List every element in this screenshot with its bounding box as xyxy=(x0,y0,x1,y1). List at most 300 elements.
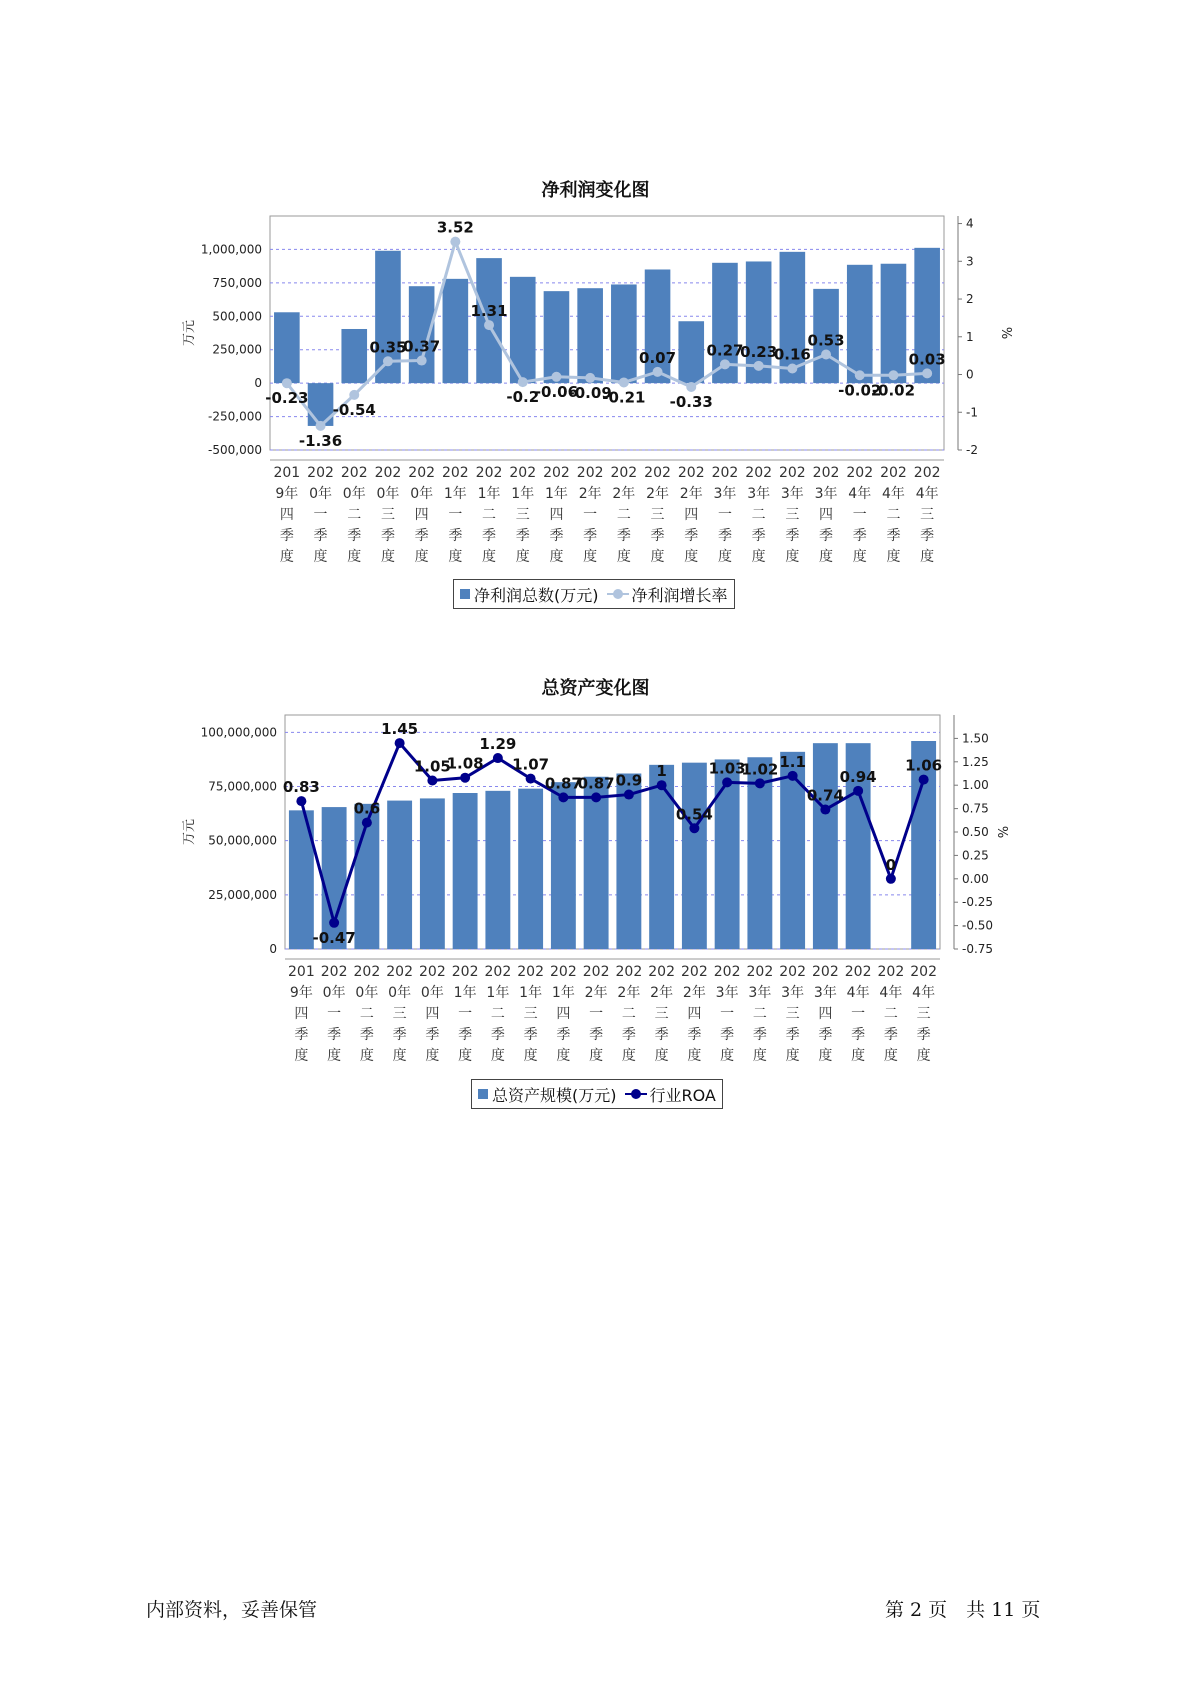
x-tick-label: 9年 xyxy=(289,985,313,1001)
y2-tick-label: 3 xyxy=(966,254,974,269)
chart-legend xyxy=(471,1079,723,1109)
x-tick-label: 1年 xyxy=(477,486,501,502)
chart-legend xyxy=(453,579,735,609)
x-tick-label: 季 xyxy=(886,528,901,544)
x-tick-label: 季 xyxy=(616,528,631,544)
line-point xyxy=(853,786,863,796)
line-point xyxy=(788,771,798,781)
y-tick-label: 75,000,000 xyxy=(208,779,277,794)
x-tick-label: 季 xyxy=(650,528,665,544)
line-point xyxy=(493,753,503,763)
x-tick-label: 度 xyxy=(380,549,395,565)
data-label: -0.23 xyxy=(265,389,309,408)
x-tick-label: 度 xyxy=(549,549,564,565)
x-tick-label: 三 xyxy=(650,507,665,523)
x-tick-label: 9年 xyxy=(275,486,299,502)
legend-bar-swatch xyxy=(460,589,470,599)
x-tick-label: 2年 xyxy=(617,985,641,1001)
y2-tick-label: 1.50 xyxy=(962,731,989,746)
y2-tick-label: 0 xyxy=(966,367,974,382)
data-label: 1.1 xyxy=(779,752,806,771)
x-tick-label: 季 xyxy=(785,1027,800,1043)
line-point xyxy=(450,237,460,247)
x-tick-label: 一 xyxy=(717,507,732,523)
x-tick-label: 四 xyxy=(818,1006,833,1022)
x-tick-label: 4年 xyxy=(846,985,870,1001)
legend-line-swatch xyxy=(607,589,629,599)
x-tick-label: 一 xyxy=(583,507,598,523)
x-tick-label: 度 xyxy=(752,1048,767,1064)
y-axis-title: 万元 xyxy=(182,818,197,846)
bar xyxy=(780,752,805,949)
data-label: 0.83 xyxy=(282,778,320,797)
plot-area xyxy=(282,715,943,949)
y2-axis-title: % xyxy=(994,825,1009,839)
y2-tick-label: -0.50 xyxy=(962,918,994,933)
x-tick-label: 二 xyxy=(886,507,901,523)
bar xyxy=(409,286,435,383)
y2-tick-label: 0.75 xyxy=(962,801,989,816)
data-label: 0.87 xyxy=(544,774,582,793)
chart-title: 总资产变化图 xyxy=(541,678,650,699)
x-tick-label: 1年 xyxy=(544,486,568,502)
x-tick-label: 季 xyxy=(819,528,834,544)
data-label: 1 xyxy=(656,762,667,781)
bar xyxy=(881,264,907,383)
x-tick-label: 度 xyxy=(490,1048,505,1064)
x-tick-label: 四 xyxy=(687,1006,702,1022)
x-tick-label: 1年 xyxy=(551,985,575,1001)
x-tick-label: 202 xyxy=(778,465,806,481)
x-tick-label: 202 xyxy=(307,465,334,481)
data-label: 0.53 xyxy=(807,331,845,350)
x-tick-label: 202 xyxy=(340,465,368,481)
x-tick-label: 度 xyxy=(650,549,665,565)
x-tick-label: 季 xyxy=(654,1027,669,1043)
legend-label-line: 净利润增长率 xyxy=(631,585,728,605)
x-tick-label: 202 xyxy=(615,964,643,980)
line-point xyxy=(821,350,831,360)
data-label: -0.47 xyxy=(312,928,356,947)
x-tick-label: 季 xyxy=(458,1027,473,1043)
x-tick-label: 度 xyxy=(720,1048,735,1064)
x-tick-label: 四 xyxy=(414,507,429,523)
x-tick-label: 度 xyxy=(785,549,800,565)
x-tick-label: 度 xyxy=(482,549,497,565)
data-label: 0.9 xyxy=(615,771,643,790)
x-tick-label: 3年 xyxy=(715,985,739,1001)
x-tick-label: 度 xyxy=(414,549,429,565)
line-point xyxy=(689,823,699,833)
x-tick-label: 四 xyxy=(819,507,834,523)
x-tick-label: 度 xyxy=(819,549,834,565)
x-tick-label: 季 xyxy=(920,528,935,544)
data-label: 0.03 xyxy=(908,350,946,369)
x-tick-label: 二 xyxy=(616,507,631,523)
line-point xyxy=(787,363,797,373)
line-point xyxy=(820,805,830,815)
x-tick-label: 季 xyxy=(448,528,463,544)
x-tick-label: 季 xyxy=(720,1027,735,1043)
x-tick-label: 季 xyxy=(684,528,699,544)
line-point xyxy=(754,361,764,371)
x-tick-label: 季 xyxy=(523,1027,538,1043)
line-point xyxy=(619,377,629,387)
x-tick-label: 3年 xyxy=(813,985,837,1001)
x-tick-label: 度 xyxy=(751,549,766,565)
x-tick-label: 202 xyxy=(517,964,544,980)
x-tick-label: 4年 xyxy=(881,486,905,502)
line-point xyxy=(484,320,494,330)
x-tick-label: 季 xyxy=(515,528,530,544)
y2-tick-label: -2 xyxy=(966,443,978,457)
x-tick-label: 202 xyxy=(648,964,675,980)
bar xyxy=(584,777,609,949)
x-tick-label: 三 xyxy=(654,1006,669,1022)
x-tick-label: 季 xyxy=(556,1027,571,1043)
x-tick-label: 季 xyxy=(785,528,800,544)
line-point xyxy=(720,359,730,369)
line-point xyxy=(296,796,306,806)
line-point xyxy=(624,790,634,800)
bar xyxy=(518,789,543,949)
x-tick-label: 季 xyxy=(490,1027,505,1043)
y2-tick-label: 2 xyxy=(966,292,974,307)
data-label: -1.36 xyxy=(298,431,343,450)
x-tick-label: 4年 xyxy=(915,486,939,502)
data-label: 1.02 xyxy=(741,760,779,779)
x-tick-label: 度 xyxy=(392,1048,407,1064)
x-tick-label: 度 xyxy=(621,1048,636,1064)
x-tick-label: 季 xyxy=(294,1027,309,1043)
x-tick-label: 季 xyxy=(279,528,294,544)
y-tick-label: 0 xyxy=(254,376,262,391)
y-tick-label: 500,000 xyxy=(212,309,262,324)
data-label: -0.06 xyxy=(534,382,579,401)
line-point xyxy=(558,792,568,802)
x-tick-label: 3年 xyxy=(713,486,737,502)
bar xyxy=(813,743,838,949)
data-label: 0.87 xyxy=(577,774,615,793)
line-point xyxy=(349,390,359,400)
chart-title: 净利润变化图 xyxy=(541,180,650,201)
x-tick-label: 3年 xyxy=(748,985,772,1001)
x-tick-label: 一 xyxy=(448,507,463,523)
x-tick-label: 202 xyxy=(484,964,512,980)
x-tick-label: 201 xyxy=(288,964,315,980)
footer-confidential: 内部资料，妥善保管 xyxy=(146,1599,318,1621)
x-tick-label: 季 xyxy=(752,1027,767,1043)
x-tick-label: 度 xyxy=(920,549,935,565)
x-tick-label: 202 xyxy=(779,964,806,980)
x-tick-label: 2年 xyxy=(679,486,703,502)
x-tick-label: 201 xyxy=(273,465,301,481)
x-tick-label: 季 xyxy=(392,1027,407,1043)
x-tick-label: 二 xyxy=(482,507,497,523)
x-tick-label: 1年 xyxy=(511,486,535,502)
x-tick-label: 0年 xyxy=(355,985,379,1001)
x-tick-label: 202 xyxy=(745,465,773,481)
line-point xyxy=(551,372,561,382)
data-label: 1.06 xyxy=(905,756,943,775)
x-tick-label: 2年 xyxy=(584,985,608,1001)
y2-axis-title: % xyxy=(998,326,1013,340)
net-profit-chart-svg xyxy=(0,200,1191,620)
y-axis-title: 万元 xyxy=(182,319,197,347)
x-tick-label: 202 xyxy=(644,465,671,481)
x-tick-label: 202 xyxy=(543,465,570,481)
x-tick-label: 二 xyxy=(347,507,362,523)
data-label: 1.31 xyxy=(470,302,508,321)
x-tick-label: 202 xyxy=(582,964,610,980)
x-tick-label: 度 xyxy=(687,1048,702,1064)
x-tick-label: 1年 xyxy=(486,985,510,1001)
x-tick-label: 3年 xyxy=(814,486,838,502)
x-tick-label: 2年 xyxy=(646,486,670,502)
x-tick-label: 2年 xyxy=(578,486,602,502)
data-label: 0.37 xyxy=(403,337,441,356)
line-point xyxy=(282,378,292,388)
x-tick-label: 0年 xyxy=(376,486,400,502)
y2-tick-label: 0.50 xyxy=(962,825,989,839)
x-tick-label: 202 xyxy=(353,964,381,980)
legend-label-bar: 总资产规模(万元) xyxy=(492,1085,617,1105)
x-tick-label: 季 xyxy=(313,528,328,544)
x-tick-label: 四 xyxy=(294,1006,309,1022)
x-tick-label: 三 xyxy=(380,507,395,523)
line-point xyxy=(855,370,865,380)
line-point xyxy=(686,382,696,392)
x-tick-label: 202 xyxy=(711,465,739,481)
x-tick-label: 度 xyxy=(425,1048,440,1064)
y2-tick-label: 0.25 xyxy=(962,848,989,863)
data-label: 1.05 xyxy=(413,757,451,776)
bar xyxy=(551,782,576,949)
line-point xyxy=(460,773,470,783)
x-tick-label: 三 xyxy=(392,1006,407,1022)
line-point xyxy=(919,775,929,785)
y-tick-label: -250,000 xyxy=(208,409,262,424)
x-tick-label: 2年 xyxy=(612,486,636,502)
x-tick-label: 202 xyxy=(877,964,905,980)
x-tick-label: 202 xyxy=(441,465,469,481)
y-tick-label: 0 xyxy=(269,942,277,956)
x-tick-label: 季 xyxy=(347,528,362,544)
legend-label-bar: 净利润总数(万元) xyxy=(474,585,599,605)
x-tick-label: 季 xyxy=(851,1027,866,1043)
line-point xyxy=(427,776,437,786)
y2-tick-label: -1 xyxy=(966,405,978,420)
legend-label-line: 行业ROA xyxy=(649,1085,716,1105)
line-point xyxy=(329,918,339,928)
x-tick-label: 1年 xyxy=(443,486,467,502)
x-tick-label: 四 xyxy=(279,507,294,523)
x-tick-label: 度 xyxy=(717,549,732,565)
x-tick-label: 度 xyxy=(684,549,699,565)
x-tick-label: 季 xyxy=(883,1027,898,1043)
x-tick-label: 季 xyxy=(482,528,497,544)
data-label: -0.02 xyxy=(838,381,882,400)
bar xyxy=(420,798,445,949)
x-tick-label: 度 xyxy=(279,549,294,565)
x-tick-label: 度 xyxy=(458,1048,473,1064)
x-tick-label: 四 xyxy=(549,507,564,523)
x-tick-label: 1年 xyxy=(453,985,477,1001)
data-label: 1.29 xyxy=(479,735,517,754)
x-tick-label: 一 xyxy=(720,1006,735,1022)
x-tick-label: 季 xyxy=(852,528,867,544)
data-label: 0.35 xyxy=(369,338,407,357)
y-tick-label: 25,000,000 xyxy=(208,887,277,902)
x-tick-label: 202 xyxy=(880,465,907,481)
x-tick-label: 二 xyxy=(751,507,766,523)
bar xyxy=(577,288,603,383)
x-tick-label: 季 xyxy=(916,1027,931,1043)
x-tick-label: 4年 xyxy=(879,985,903,1001)
x-tick-label: 度 xyxy=(785,1048,800,1064)
line-point xyxy=(383,356,393,366)
x-tick-label: 度 xyxy=(883,1048,898,1064)
x-tick-label: 度 xyxy=(359,1048,374,1064)
x-tick-label: 季 xyxy=(425,1027,440,1043)
total-assets-chart-svg xyxy=(0,700,1191,1120)
x-tick-label: 季 xyxy=(589,1027,604,1043)
y2-tick-label: 1.25 xyxy=(962,754,989,769)
data-label: -0.54 xyxy=(332,400,376,419)
bar xyxy=(649,765,674,949)
data-label: 0.23 xyxy=(740,342,778,361)
x-tick-label: 202 xyxy=(713,964,741,980)
y-tick-label: 250,000 xyxy=(212,342,262,357)
x-tick-label: 4年 xyxy=(912,985,936,1001)
x-tick-label: 三 xyxy=(785,1006,800,1022)
x-tick-label: 三 xyxy=(920,507,935,523)
data-label: -0.2 xyxy=(506,388,540,407)
x-tick-label: 一 xyxy=(589,1006,604,1022)
x-tick-label: 度 xyxy=(448,549,463,565)
line-point xyxy=(417,356,427,366)
line-point xyxy=(585,373,595,383)
x-tick-label: 三 xyxy=(785,507,800,523)
x-tick-label: 3年 xyxy=(747,486,771,502)
x-tick-label: 度 xyxy=(851,1048,866,1064)
bar xyxy=(715,759,740,949)
x-tick-label: 202 xyxy=(910,964,937,980)
x-tick-label: 度 xyxy=(313,549,328,565)
data-label: -0.33 xyxy=(669,392,713,411)
line-point xyxy=(722,777,732,787)
data-label: 0.54 xyxy=(675,805,713,824)
x-tick-label: 202 xyxy=(913,465,941,481)
y2-tick-label: -0.75 xyxy=(962,942,994,956)
x-tick-label: 202 xyxy=(374,465,402,481)
x-tick-label: 季 xyxy=(327,1027,342,1043)
x-tick-label: 二 xyxy=(490,1006,505,1022)
bar xyxy=(611,284,637,383)
x-tick-label: 三 xyxy=(916,1006,931,1022)
line-point xyxy=(395,738,405,748)
bar xyxy=(615,771,643,950)
x-tick-label: 202 xyxy=(475,465,503,481)
x-tick-label: 度 xyxy=(616,549,631,565)
x-tick-label: 度 xyxy=(654,1048,669,1064)
x-tick-label: 二 xyxy=(621,1006,636,1022)
x-tick-label: 202 xyxy=(550,964,577,980)
line-point xyxy=(591,792,601,802)
x-tick-label: 202 xyxy=(812,465,840,481)
line-point xyxy=(518,377,528,387)
x-tick-label: 度 xyxy=(347,549,362,565)
y-tick-label: 50,000,000 xyxy=(208,833,277,848)
y2-tick-label: 0.00 xyxy=(962,871,989,886)
y-tick-label: 750,000 xyxy=(212,275,262,290)
x-tick-label: 0年 xyxy=(322,985,346,1001)
x-tick-label: 202 xyxy=(681,964,708,980)
legend-bar-swatch xyxy=(478,1089,488,1099)
y-tick-label: 1,000,000 xyxy=(200,242,262,257)
data-label: -0.09 xyxy=(568,383,612,402)
line-point xyxy=(888,370,898,380)
x-tick-label: 季 xyxy=(380,528,395,544)
x-tick-label: 202 xyxy=(844,964,872,980)
x-tick-label: 3年 xyxy=(780,486,804,502)
x-tick-label: 202 xyxy=(419,964,446,980)
line-point xyxy=(653,367,663,377)
x-tick-label: 2年 xyxy=(682,985,706,1001)
x-tick-label: 202 xyxy=(408,465,436,481)
x-tick-label: 季 xyxy=(818,1027,833,1043)
x-tick-label: 三 xyxy=(515,507,530,523)
y2-tick-label: 1.00 xyxy=(962,778,989,793)
x-tick-label: 季 xyxy=(717,528,732,544)
x-tick-label: 度 xyxy=(916,1048,931,1064)
data-label: 0.94 xyxy=(839,767,877,786)
x-tick-label: 度 xyxy=(886,549,901,565)
data-label: 0.07 xyxy=(639,348,677,367)
x-tick-label: 202 xyxy=(320,964,348,980)
x-tick-label: 0年 xyxy=(410,486,434,502)
x-tick-label: 季 xyxy=(359,1027,374,1043)
bar xyxy=(443,279,469,383)
data-label: 1.03 xyxy=(708,759,746,778)
data-label: -0.21 xyxy=(602,388,646,407)
x-tick-label: 季 xyxy=(621,1027,636,1043)
x-tick-label: 四 xyxy=(425,1006,440,1022)
y2-tick-label: -0.25 xyxy=(962,895,994,910)
x-tick-label: 0年 xyxy=(388,985,412,1001)
x-tick-label: 季 xyxy=(751,528,766,544)
y-tick-label: 100,000,000 xyxy=(200,725,277,740)
data-label: 0.27 xyxy=(706,341,744,360)
x-tick-label: 一 xyxy=(851,1006,866,1022)
x-tick-label: 季 xyxy=(414,528,429,544)
x-tick-label: 三 xyxy=(523,1006,538,1022)
x-tick-label: 0年 xyxy=(342,486,366,502)
legend-line-swatch xyxy=(625,1089,647,1099)
x-tick-label: 度 xyxy=(818,1048,833,1064)
line-point xyxy=(526,774,536,784)
x-tick-label: 0年 xyxy=(309,486,333,502)
x-tick-label: 二 xyxy=(359,1006,374,1022)
x-tick-label: 202 xyxy=(451,964,479,980)
data-label: 3.52 xyxy=(436,218,474,237)
bar xyxy=(387,801,412,949)
line-point xyxy=(922,368,932,378)
x-tick-label: 202 xyxy=(610,465,638,481)
x-tick-label: 1年 xyxy=(519,985,543,1001)
x-tick-label: 202 xyxy=(386,964,413,980)
x-tick-label: 季 xyxy=(687,1027,702,1043)
